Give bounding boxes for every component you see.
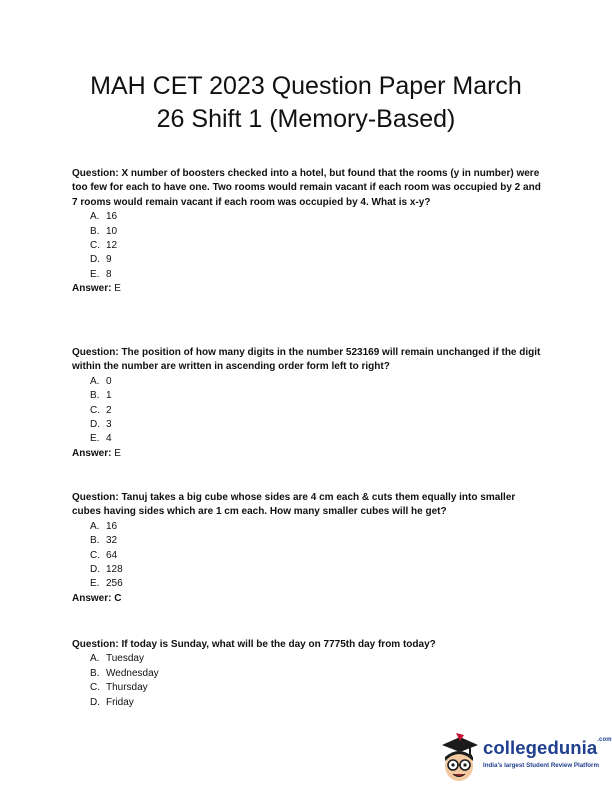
logo-wordmark: collegedunia$^{.com}$: [483, 737, 612, 758]
option-c: C. 12: [90, 240, 118, 252]
question-text: Question: The position of how many digits in the number 523169 will remain unchanged if the digit within the number are written in ascending order form left to right?: [72, 347, 541, 373]
option-b: B. Wednesday: [90, 667, 159, 679]
option-a: A. 16: [90, 211, 118, 223]
options-list: [72, 520, 542, 592]
answer-value: E: [114, 447, 121, 459]
option-c: C. 2: [90, 404, 112, 416]
options-list: [72, 210, 542, 282]
collegedunia-logo: [436, 733, 612, 785]
question-text: Question: If today is Sunday, what will be the day on 7775th day from today?: [72, 639, 436, 650]
option-d: D. 9: [90, 254, 112, 266]
option-e: E. 8: [90, 268, 112, 280]
logo-tagline: India's largest Student Review Platform: [483, 762, 599, 769]
option-b: B. 10: [90, 225, 118, 237]
title-line-1: MAH CET 2023 Question Paper March: [90, 72, 522, 100]
option-d: D. 3: [90, 419, 112, 431]
question-4: [72, 638, 542, 710]
page-title: [0, 70, 612, 136]
question-text: Question: Tanuj takes a big cube whose sides are 4 cm each & cuts them equally into smaller cubes having sides which are 1 cm each. How many smaller cubes will he get?: [72, 492, 516, 518]
options-list: [72, 375, 542, 447]
option-d: D. Friday: [90, 696, 134, 708]
option-e: E. 4: [90, 433, 112, 445]
option-c: C. 64: [90, 549, 118, 561]
option-c: C. Thursday: [90, 682, 148, 694]
option-a: A. 0: [90, 375, 112, 387]
option-b: B. 1: [90, 390, 112, 402]
answer: Answer: E: [72, 447, 121, 459]
option-a: A. 16: [90, 520, 118, 532]
option-a: A. Tuesday: [90, 653, 144, 665]
answer: Answer: E: [72, 283, 121, 295]
question-text: Question: X number of boosters checked into a hotel, but found that the rooms (y in number) were too few for each to have one. Two rooms would remain vacant if each room was occupied by 2 and 7 rooms would remain vacant if each room was occupied by 4. What is x-y?: [72, 168, 541, 208]
question-1: [72, 167, 542, 297]
option-b: B. 32: [90, 535, 118, 547]
option-e: E. 256: [90, 578, 123, 590]
options-list: [72, 652, 542, 710]
answer-value: E: [114, 283, 121, 295]
option-d: D. 128: [90, 564, 123, 576]
question-3: [72, 491, 542, 606]
question-2: [72, 346, 542, 461]
answer: Answer: C: [72, 592, 122, 604]
title-line-2: 26 Shift 1 (Memory-Based): [156, 105, 456, 133]
mascot-icon: [436, 733, 480, 785]
answer-value: C: [114, 592, 122, 604]
